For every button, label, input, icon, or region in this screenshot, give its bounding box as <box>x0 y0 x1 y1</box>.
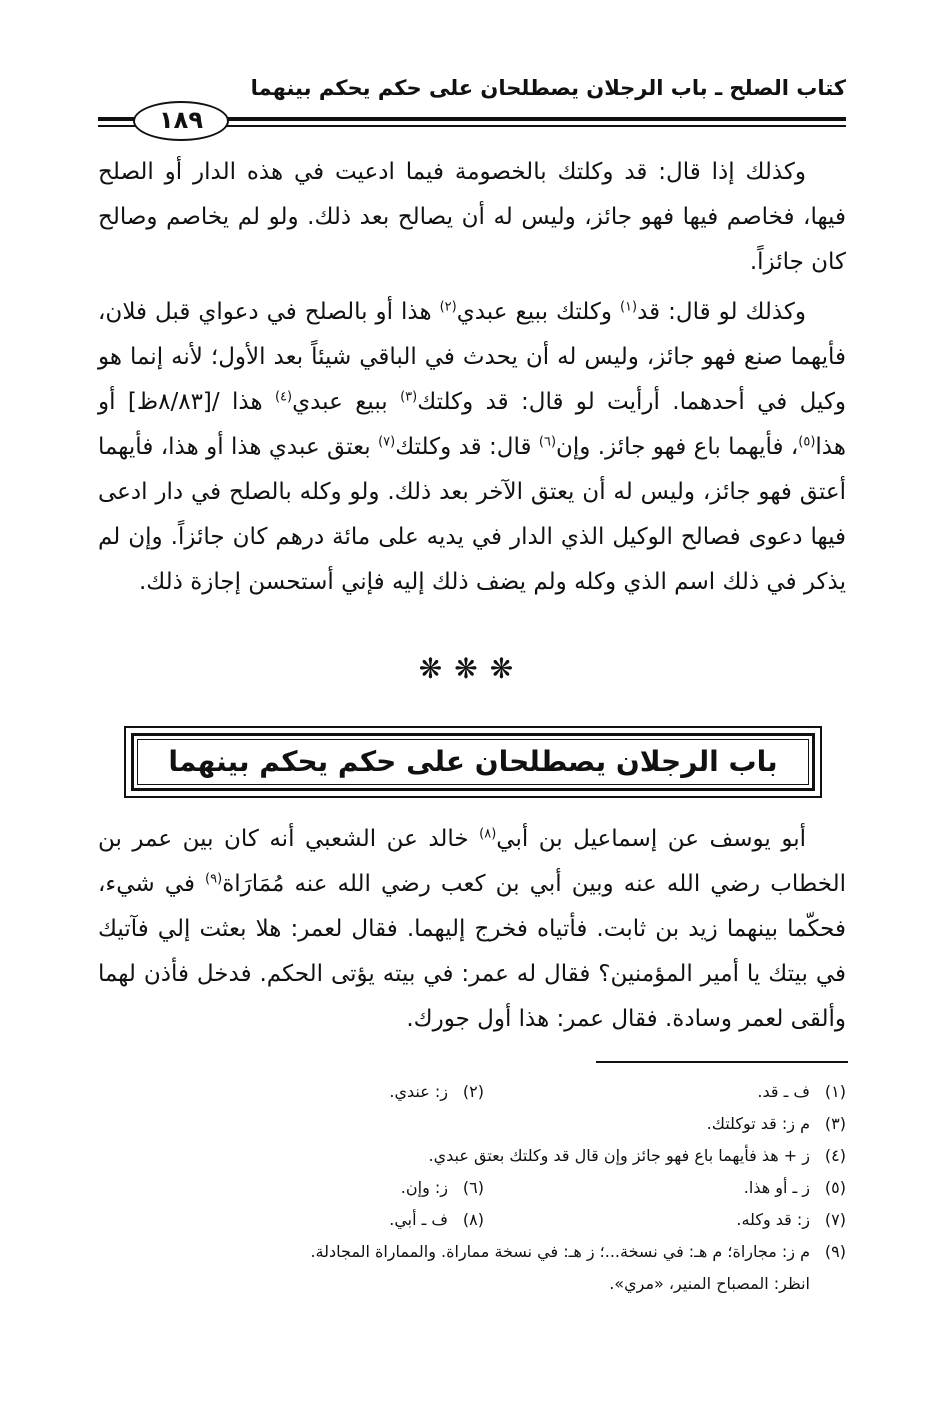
footnote-ref-5[interactable]: (٥) <box>798 434 816 450</box>
footnote-text: ز: وإن. <box>400 1178 448 1197</box>
footnote-ref-1[interactable]: (١) <box>619 299 638 315</box>
chapter-title-frame-inner <box>131 733 815 791</box>
footnote-row <box>90 1140 846 1172</box>
text-run: في شيء، فحكّما بينهما زيد بن ثابت. فأتياه فخرج إليهما. فقال لعمر: هلا بعثت إلي فآتيك في بيتك يا أمير المؤمنين؟ فقال له عمر: في بيته يؤتى الحكم. فدخل فأذن لهما وألقى لعمر وسادة. فقال عمر: هذا أول جورك. <box>98 871 846 1032</box>
text-run: قال: قد وكلتك <box>395 434 539 460</box>
footnote-ref-6[interactable]: (٦) <box>538 434 557 450</box>
footnote-3 <box>707 1108 846 1140</box>
footnote-number: (٧) <box>824 1210 846 1229</box>
footnote-text: م ز: مجاراة؛ م هـ: في نسخة...؛ ز هـ: في نسخة مماراة. والمماراة المجادلة. <box>310 1242 810 1261</box>
text-run: وكلتك ببيع عبدي <box>456 299 620 325</box>
footnote-9-continuation: انظر: المصباح المنير، «مري». <box>609 1274 810 1293</box>
footnote-number: (٨) <box>462 1210 484 1229</box>
section-separator-stars: ❋❋❋ <box>418 652 526 685</box>
paragraph-2-text <box>98 290 846 605</box>
footnote-1 <box>484 1076 846 1108</box>
footnote-4 <box>429 1140 846 1172</box>
running-title: كتاب الصلح ـ باب الرجلان يصطلحان على حكم يحكم بينهما <box>250 76 846 100</box>
footnote-text: ز: عندي. <box>389 1082 448 1101</box>
footnote-7 <box>484 1204 846 1236</box>
footnote-9 <box>310 1236 846 1268</box>
footnote-ref-7[interactable]: (٧) <box>378 434 396 450</box>
paragraph-1-text: وكذلك إذا قال: قد وكلتك بالخصومة فيما ادعيت في هذه الدار أو الصلح فيها، فخاصم فيها فهو جائز، وليس له أن يصالح بعد ذلك. ولو لم يخاصم وصالح كان جائزاً. <box>98 159 846 275</box>
footnote-row <box>90 1172 846 1204</box>
text-run: وكذلك لو قال: قد <box>637 299 806 325</box>
footnote-5 <box>484 1172 846 1204</box>
footnote-number: (٤) <box>824 1146 846 1165</box>
footnote-text: م ز: قد توكلتك. <box>706 1114 810 1133</box>
footnote-row <box>90 1108 846 1140</box>
footnote-number: (٦) <box>462 1178 484 1197</box>
footnote-ref-2[interactable]: (٢) <box>439 299 457 315</box>
footnote-text: ز ـ أو هذا. <box>743 1178 810 1197</box>
footnote-8 <box>389 1204 484 1236</box>
footnote-number: (١) <box>824 1082 846 1101</box>
footnote-rule <box>596 1061 848 1063</box>
text-run: ، فأيهما باع فهو جائز. وإن <box>556 434 799 460</box>
footnote-text: ز: قد وكله. <box>736 1210 810 1229</box>
footnote-ref-9[interactable]: (٩) <box>205 871 223 887</box>
footnote-number: (٩) <box>824 1242 846 1261</box>
footnotes <box>90 1076 846 1300</box>
footnote-ref-3[interactable]: (٣) <box>400 389 418 405</box>
footnote-text: ف ـ أبي. <box>389 1210 448 1229</box>
chapter-title: باب الرجلان يصطلحان على حكم يحكم بينهما <box>168 745 778 778</box>
footnote-row <box>90 1268 846 1300</box>
text-run: ببيع عبدي <box>292 389 401 415</box>
footnote-text: ز + هذ فأيهما باع فهو جائز وإن قال قد وكلتك بعتق عبدي. <box>428 1146 810 1165</box>
paragraph-3-text <box>98 817 846 1042</box>
footnote-ref-4[interactable]: (٤) <box>274 389 293 405</box>
footnote-number: (٥) <box>824 1178 846 1197</box>
paragraph-2 <box>98 290 846 605</box>
text-run: أبو يوسف عن إسماعيل بن أبي <box>496 826 806 852</box>
chapter-title-frame-innermost <box>137 739 809 785</box>
footnote-2 <box>389 1076 484 1108</box>
text-run: بعتق عبدي هذا أو هذا، فأيهما أعتق فهو جائز، وليس له أن يعتق الآخر بعد ذلك. ولو وكله بالصلح في دار ادعى فيها دعوى فصالح الوكيل الذي الدار في يديه على مائة درهم كان جائزاً. وإن لم يذكر في ذلك اسم الذي وكله ولم يضف ذلك إليه فإني أستحسن إجازة ذلك. <box>98 434 846 595</box>
footnote-row <box>90 1204 846 1236</box>
footnote-row <box>90 1236 846 1268</box>
footnote-text: ف ـ قد. <box>757 1082 810 1101</box>
chapter-title-frame <box>124 726 822 798</box>
page-number: ١٨٩ <box>133 101 229 141</box>
footnote-number: (٣) <box>824 1114 846 1133</box>
text-run: هذا أو بالصلح في دعواي قبل فلان، فأيهما صنع فهو جائز، وليس له أن يحدث في الباقي شيئاً بعد الأول؛ لأنه إنما هو وكيل في أحدهما. أرأيت لو قال: قد وكلتك <box>98 299 846 415</box>
footnote-number: (٢) <box>462 1082 484 1101</box>
footnote-ref-8[interactable]: (٨) <box>479 826 497 842</box>
text-run: خالد عن الشعبي أنه كان بين عمر بن الخطاب رضي الله عنه وبين أبي بن كعب رضي الله عنه مُمَارَاة <box>98 826 846 897</box>
footnote-row <box>90 1076 846 1108</box>
paragraph-1 <box>98 150 846 285</box>
text-run: هذا /[٨/٨٣ظ] أو هذا <box>98 389 847 460</box>
paragraph-3 <box>98 817 846 1042</box>
footnote-6 <box>401 1172 484 1204</box>
